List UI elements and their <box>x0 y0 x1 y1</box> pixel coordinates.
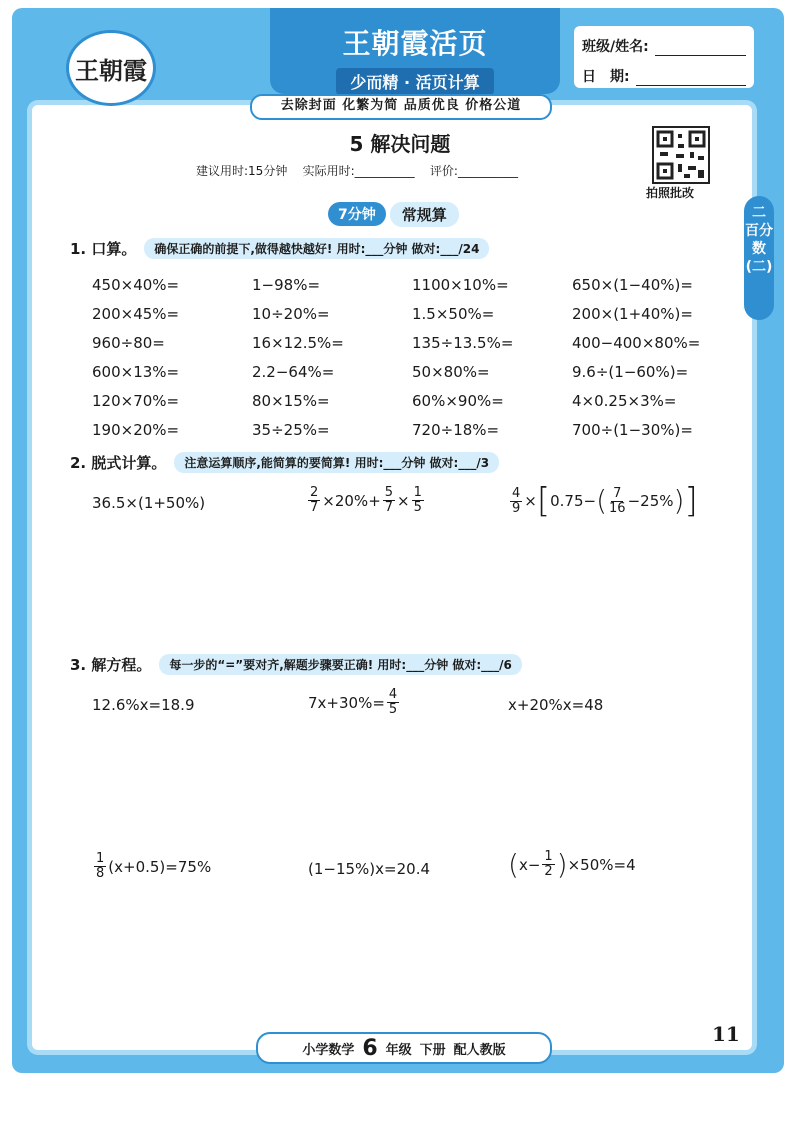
grid-row <box>92 415 732 444</box>
fraction <box>383 486 395 515</box>
numerator: 2 <box>310 485 319 500</box>
right-bracket: ] <box>684 481 698 521</box>
denominator: 9 <box>512 500 521 516</box>
class-name-row <box>582 32 746 56</box>
footer-term: 下册 <box>419 1042 446 1058</box>
page-number: 11 <box>712 1022 740 1046</box>
denominator: 5 <box>413 500 422 515</box>
problem: 450×40%= <box>92 275 180 294</box>
q3-tip: 每一步的“=”要对齐,解题步骤要正确! 用时:___分钟 做对:___/6 <box>159 654 522 675</box>
q2-header <box>70 452 499 473</box>
section-time: 7分钟 <box>328 202 386 226</box>
problem: 960÷80= <box>92 333 165 352</box>
right-paren: ) <box>673 484 685 517</box>
problem: 120×70%= <box>92 391 180 410</box>
denominator: 5 <box>388 702 398 717</box>
footer-subject: 小学数学 <box>302 1042 355 1058</box>
grid-row <box>92 299 732 328</box>
brand-logo <box>66 30 156 106</box>
grid-row <box>92 357 732 386</box>
grid-row <box>92 270 732 299</box>
fraction <box>412 486 424 515</box>
problem: 700÷(1−30%)= <box>572 420 693 439</box>
q1-number: 1. 口算。 <box>70 240 137 258</box>
problem: 80×15%= <box>252 391 330 410</box>
numerator: 1 <box>96 851 105 866</box>
q2-expression-2 <box>306 486 426 515</box>
date-row <box>582 62 746 86</box>
q1-header <box>70 238 489 259</box>
actual-time: 实际用时:__________ <box>302 164 415 178</box>
rating: 评价:__________ <box>429 164 518 178</box>
problem: 60%×90%= <box>412 391 504 410</box>
problem: 16×12.5%= <box>252 333 344 352</box>
numerator: 1 <box>544 849 553 864</box>
q3-number: 3. 解方程。 <box>70 656 152 674</box>
grid-row <box>92 328 732 357</box>
q1-tip: 确保正确的前提下,做得越快越好! 用时:___分钟 做对:___/24 <box>144 238 489 259</box>
fraction <box>510 487 522 516</box>
problem: 1−98%= <box>252 275 321 294</box>
denominator: 7 <box>310 500 319 515</box>
problem: 50×80%= <box>412 362 490 381</box>
footer-grade-number: 6 <box>362 1035 378 1061</box>
left-paren: ( <box>596 484 608 517</box>
numerator: 7 <box>613 485 622 501</box>
left-bracket: [ <box>536 481 551 521</box>
date-label: 日 期: <box>582 69 630 85</box>
problem: 200×45%= <box>92 304 180 323</box>
brand-title: 王朝霞活页 <box>342 27 488 60</box>
denominator: 8 <box>96 866 105 881</box>
denominator: 16 <box>609 500 626 516</box>
q3-header <box>70 654 522 675</box>
footer-grade: 年级 <box>385 1042 412 1058</box>
logo-text: 王朝霞 <box>75 55 147 85</box>
problem: 10÷20%= <box>252 304 330 323</box>
q3-equation-2 <box>308 688 401 717</box>
problem: 4×0.25×3%= <box>572 391 677 410</box>
fraction <box>94 852 106 881</box>
q2-expression-3 <box>508 481 698 521</box>
suggested-time: 建议用时:15分钟 <box>196 164 288 178</box>
q2-tip: 注意运算顺序,能简算的要简算! 用时:___分钟 做对:___/3 <box>174 452 499 473</box>
problem: 1.5×50%= <box>412 304 495 323</box>
denominator: 7 <box>384 500 394 515</box>
slogan-banner: 去除封面 化繁为简 品质优良 价格公道 <box>250 94 552 120</box>
expr-text: × <box>397 491 410 510</box>
expr-text: (x+0.5)=75% <box>108 857 212 876</box>
problem: 9.6÷(1−60%)= <box>572 362 689 381</box>
problem: 650×(1−40%)= <box>572 275 693 294</box>
expr-text: −25% <box>627 492 674 510</box>
left-paren: ( <box>508 847 519 881</box>
fraction <box>609 487 626 516</box>
expr-text: 7x+30%= <box>308 693 385 712</box>
student-info-box <box>574 26 754 88</box>
q2-expression-1: 36.5×(1+50%) <box>92 494 206 512</box>
problem: 200×(1+40%)= <box>572 304 693 323</box>
header-banner <box>270 8 560 94</box>
numerator: 1 <box>413 485 422 500</box>
numerator: 5 <box>384 485 394 500</box>
grid-row <box>92 386 732 415</box>
numerator: 4 <box>512 485 521 501</box>
right-paren: ) <box>556 847 568 881</box>
expr-text: ×50%=4 <box>567 855 636 874</box>
section-header <box>328 202 459 226</box>
class-name-label: 班级/姓名: <box>582 39 649 55</box>
problem: 190×20%= <box>92 420 180 439</box>
q2-number: 2. 脱式计算。 <box>70 454 167 472</box>
fraction <box>542 850 554 879</box>
qr-label: 拍照批改 <box>646 186 695 200</box>
date-field[interactable] <box>636 69 746 86</box>
problem: 720÷18%= <box>412 420 500 439</box>
footer-banner <box>256 1032 552 1064</box>
numerator: 4 <box>388 687 398 702</box>
mental-math-grid <box>92 270 732 444</box>
denominator: 2 <box>544 864 553 879</box>
problem: 600×13%= <box>92 362 180 381</box>
q3-equation-1: 12.6%x=18.9 <box>92 696 195 714</box>
qr-code-icon[interactable] <box>652 126 710 184</box>
fraction <box>308 486 320 515</box>
problem: 35÷25%= <box>252 420 330 439</box>
q3-equation-4 <box>92 852 211 881</box>
timing-row <box>196 162 518 179</box>
section-label: 常规算 <box>390 202 459 227</box>
problem: 135÷13.5%= <box>412 333 514 352</box>
chapter-side-tab: 二 百分数(二) <box>744 196 774 320</box>
problem: 2.2−64%= <box>252 362 335 381</box>
expr-text: ×20%+ <box>322 491 381 510</box>
footer-edition: 配人教版 <box>453 1042 506 1058</box>
class-name-field[interactable] <box>655 39 746 56</box>
expr-text: x− <box>518 855 541 874</box>
q3-equation-3: x+20%x=48 <box>508 696 604 714</box>
q3-equation-6 <box>508 847 636 881</box>
expr-text: × <box>524 492 537 510</box>
problem: 1100×10%= <box>412 275 509 294</box>
problem: 400−400×80%= <box>572 333 701 352</box>
brand-subtitle: 少而精 · 活页计算 <box>336 68 493 95</box>
fraction <box>387 688 399 717</box>
expr-text: 0.75− <box>550 492 597 510</box>
lesson-title: 5 解决问题 <box>349 132 451 156</box>
q3-equation-5: (1−15%)x=20.4 <box>308 860 430 878</box>
